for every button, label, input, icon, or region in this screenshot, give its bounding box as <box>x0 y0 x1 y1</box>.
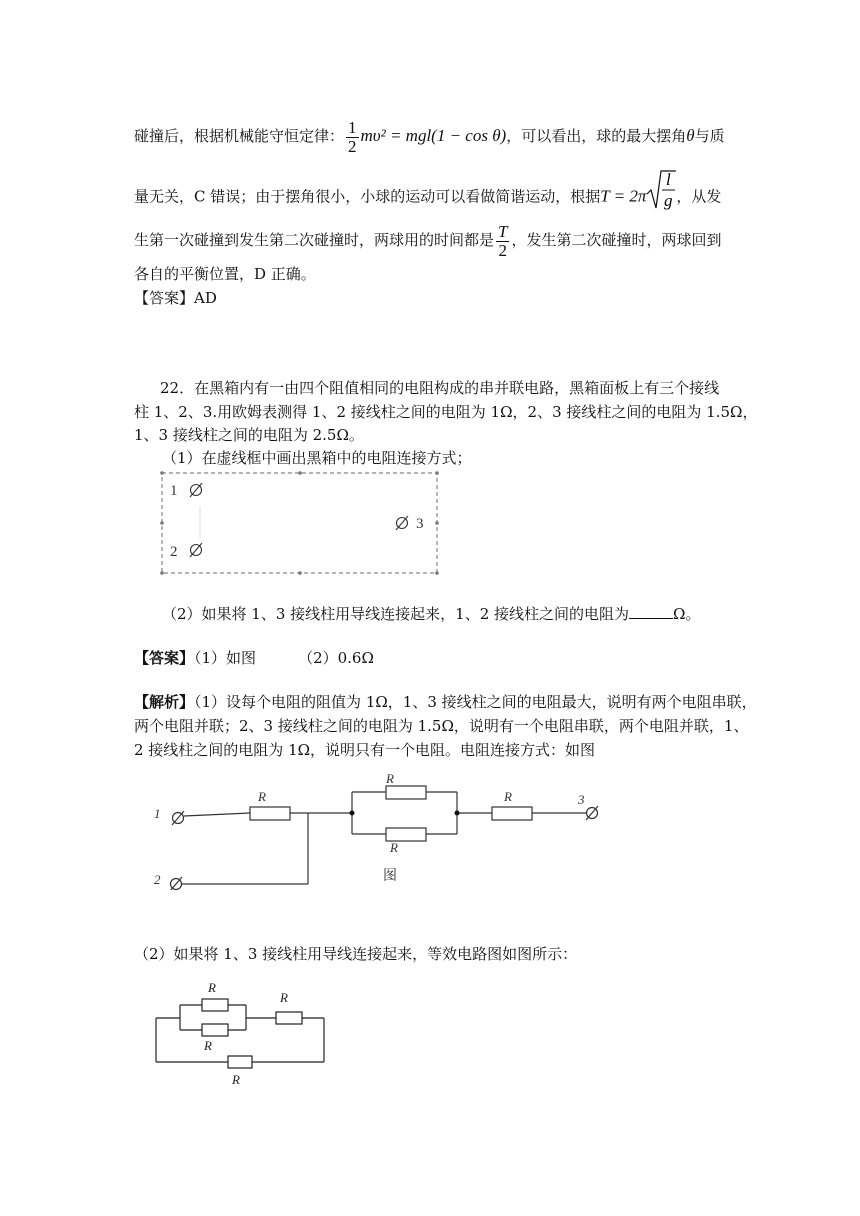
fig1-label-r3: R <box>504 789 512 804</box>
analysis-line-3: 2 接线柱之间的电阻为 1Ω，说明只有一个电阻。电阻连接方式：如图 <box>134 741 596 759</box>
prev-line-1-pre: 碰撞后，根据机械能守恒定律： <box>134 127 345 145</box>
prev-line-1-post: ，可以看出，球的最大摆角 <box>506 127 687 145</box>
fig2-label-r1: R <box>208 980 216 995</box>
q22-line-1: 22．在黑箱内有一由四个阻值相同的电阻构成的串并联电路，黑箱面板上有三个接线 <box>160 379 720 397</box>
terminal-2-label: 2 <box>170 544 178 560</box>
black-box-diagram <box>156 468 446 578</box>
period-formula: T = 2π <box>600 186 647 206</box>
q22-part-2: （2）如果将 1、3 接线柱用导线连接起来，1、2 接线柱之间的电阻为 Ω。 <box>162 605 701 623</box>
answer-blank <box>629 604 673 619</box>
prev-line-3-pre: 生第一次碰撞到发生第二次碰撞时，两球用的时间都是 <box>134 231 495 249</box>
theta-symbol: θ <box>686 126 695 145</box>
q22-line-3: 1、3 接线柱之间的电阻为 2.5Ω。 <box>134 426 364 444</box>
analysis-line-4: （2）如果将 1、3 接线柱用导线连接起来，等效电路图如图所示： <box>134 945 578 963</box>
prev-line-4: 各自的平衡位置，D 正确。 <box>134 265 316 283</box>
prev-answer: 【答案】AD <box>134 289 217 307</box>
prev-line-2-post: ，从发 <box>676 187 722 206</box>
q22-line-2: 柱 1、2、3.用欧姆表测得 1、2 接线柱之间的电阻为 1Ω，2、3 接线柱之间的电阻为 1.5Ω， <box>134 403 758 421</box>
terminal-1-label: 1 <box>170 483 178 499</box>
fig1-label-r2: R <box>386 771 394 786</box>
prev-line-2-pre: 量无关，C 错误；由于摆角很小，小球的运动可以看做简谐运动，根据 <box>134 187 601 206</box>
terminal-1-icon <box>190 483 202 497</box>
prev-line-3-post: ，发生第二次碰撞时，两球回到 <box>511 231 722 249</box>
sqrt-numerator: l <box>666 170 672 189</box>
analysis-label: 【解析】 <box>134 693 195 711</box>
circuit-figure-1 <box>150 770 620 890</box>
half-period-fraction: $\frac{T}{2}$ <box>498 221 508 260</box>
fig1-label-r4: R <box>390 840 398 855</box>
half-fraction: $\frac{1}{2}$ <box>348 117 357 156</box>
terminal-3-icon <box>396 516 408 530</box>
prev-line-3 <box>134 220 722 260</box>
fig1-label-3: 3 <box>578 792 585 807</box>
fig1-label-r1: R <box>258 789 266 804</box>
answer-part-2: （2）0.6Ω <box>298 649 374 667</box>
sqrt-icon <box>646 168 676 212</box>
answer-22 <box>134 648 374 668</box>
analysis-line-2: 两个电阻并联；2、3 接线柱之间的电阻为 1.5Ω，说明有一个电阻串联，两个电阻并联，1、 <box>134 717 749 735</box>
fig1-label-1: 1 <box>154 806 161 821</box>
sqrt-denominator: g <box>664 191 673 210</box>
sqrt-sign <box>646 168 676 227</box>
energy-equation: mυ² = mgl(1 − cos θ) <box>360 126 507 145</box>
fig2-label-r3: R <box>204 1038 212 1053</box>
terminal-2-icon <box>190 543 202 557</box>
q22-part-1: （1）在虚线框中画出黑箱中的电阻连接方式； <box>162 449 472 467</box>
circuit-figure-2 <box>150 972 330 1092</box>
answer-label: 【答案】 <box>134 649 195 667</box>
fig1-caption: 图 <box>383 869 397 884</box>
answer-part-1: （1）如图 <box>194 649 257 667</box>
terminal-3-label: 3 <box>416 516 424 532</box>
prev-line-1-end: 与质 <box>694 127 725 145</box>
fig2-label-r2: R <box>280 990 288 1005</box>
fig2-label-r4: R <box>232 1072 240 1087</box>
prev-line-1 <box>134 116 725 156</box>
prev-line-2 <box>134 168 721 208</box>
fig1-label-2: 2 <box>154 872 161 887</box>
analysis-line-1: 【解析】（1）设每个电阻的阻值为 1Ω，1、3 接线柱之间的电阻最大，说明有两个电阻串联， <box>134 693 757 711</box>
